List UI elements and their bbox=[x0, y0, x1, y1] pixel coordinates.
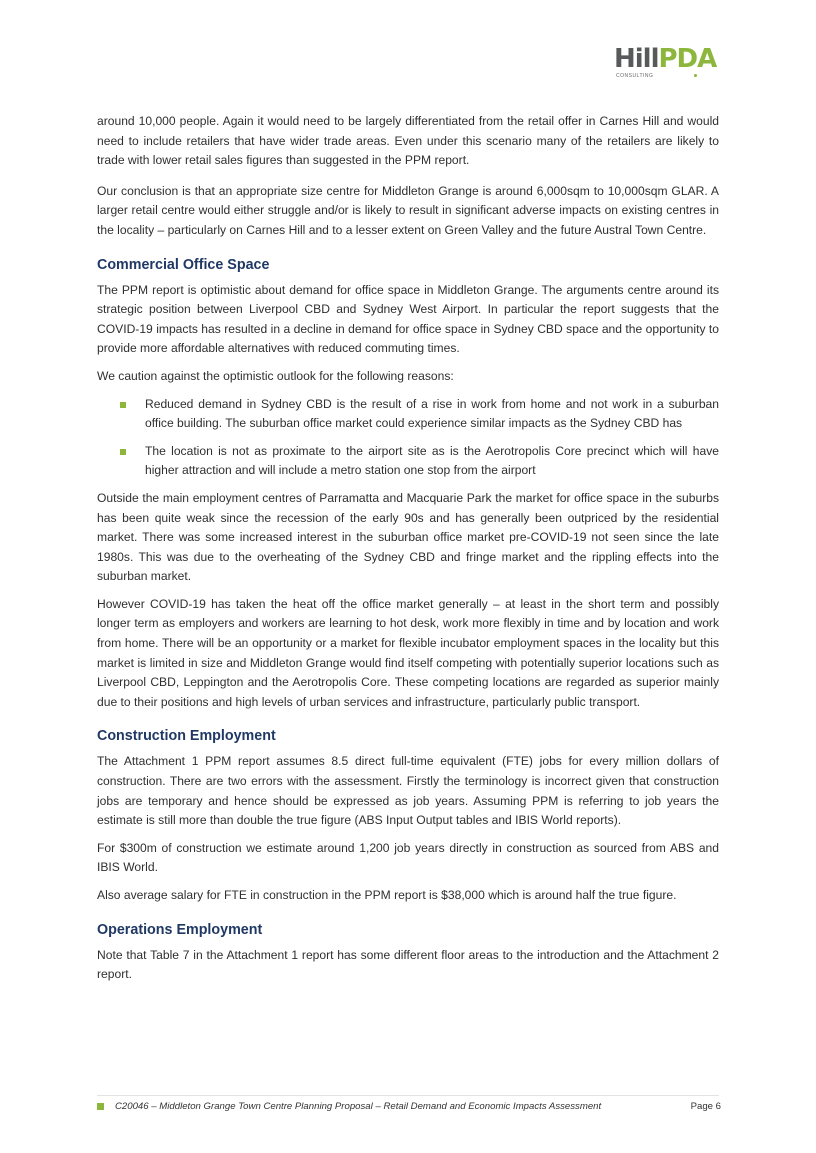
section-heading-office: Commercial Office Space bbox=[97, 256, 270, 273]
list-item-text: The location is not as proximate to the airport site as is the Aerotropolis Core precinct which will have higher attraction and will include a metro station one stop from the airport bbox=[145, 443, 719, 478]
paragraph: However COVID-19 has taken the heat off the office market generally – at least in the short term and possibly longer term as employers and workers are learning to hot desk, work more flexibly in time and by location and work from home. There will be an opportunity or a market for flexible incubator employment spaces in the locality but this market is limited in size and Middleton Grange would find itself competing with potentially superior locations such as Liverpool CBD, Leppington and the Aerotropolis Core. These competing locations are regarded as superior mainly due to their positions and high levels of urban services and infrastructure, particularly public transport. bbox=[97, 596, 719, 709]
paragraph: We caution against the optimistic outlook for the following reasons: bbox=[97, 368, 454, 383]
paragraph: around 10,000 people. Again it would need to be largely differentiated from the retail offer in Carnes Hill and would need to include retailers that have wider trade areas. Even under this scenario many of the retailers are likely to trade with lower retail sales figures than suggested in the PPM report. bbox=[97, 114, 719, 168]
footer-square-icon bbox=[97, 1103, 104, 1110]
square-bullet-icon bbox=[120, 402, 126, 408]
section-heading-construction: Construction Employment bbox=[97, 728, 276, 745]
logo-dot-icon bbox=[694, 74, 697, 77]
list-item bbox=[97, 442, 719, 481]
paragraph: The Attachment 1 PPM report assumes 8.5 direct full-time equivalent (FTE) jobs for every million dollars of construction. There are two errors with the assessment. Firstly the terminology is incorrect given that construction jobs are temporary and hence should be expressed as job years. Assuming PPM is referring to job years the estimate is still more than double the true figure (ABS Input Output tables and IBIS World reports). bbox=[97, 754, 719, 828]
square-bullet-icon bbox=[120, 449, 126, 455]
section-heading-operations: Operations Employment bbox=[97, 921, 263, 938]
paragraph: Also average salary for FTE in construction in the PPM report is $38,000 which is around half the true figure. bbox=[97, 888, 677, 902]
page-content bbox=[97, 112, 719, 993]
paragraph: Note that Table 7 in the Attachment 1 report has some different floor areas to the introduction and the Attachment 2 report. bbox=[97, 947, 719, 982]
paragraph: Outside the main employment centres of Parramatta and Macquarie Park the market for office space in the suburbs has been quite weak since the recession of the early 90s and has generally been outpriced by the residential market. There was some increased interest in the suburban office market pre-COVID-19 not seen since the late 1980s. This was due to the overheating of the Sydney CBD and fringe market and the rippling effects into the suburban market. bbox=[97, 490, 719, 584]
hillpda-logo bbox=[614, 46, 724, 82]
logo-hill-text: Hill bbox=[614, 44, 659, 74]
paragraph: Our conclusion is that an appropriate size centre for Middleton Grange is around 6,000sqm to 10,000sqm GLAR. A larger retail centre would either struggle and/or is likely to result in significant adverse impacts on existing centres in the locality – particularly on Carnes Hill and to a lesser extent on Green Valley and the future Austral Town Centre. bbox=[97, 183, 719, 237]
footer-document-title: C20046 – Middleton Grange Town Centre Planning Proposal – Retail Demand and Economic Impacts Assessment bbox=[115, 1101, 602, 1112]
list-item-text: Reduced demand in Sydney CBD is the result of a rise in work from home and not work in a suburban office building. The suburban office market could experience similar impacts as the Sydney CBD has bbox=[145, 396, 719, 431]
page-footer bbox=[97, 1101, 719, 1117]
logo-subtitle: CONSULTING bbox=[616, 73, 654, 79]
paragraph: The PPM report is optimistic about demand for office space in Middleton Grange. The arguments centre around its strategic position between Liverpool CBD and Sydney West Airport. In particular the report suggests that the COVID-19 impacts has resulted in a decline in demand for office space in Sydney CBD space and the opportunity to provide more affordable alternatives with reduced commuting times. bbox=[97, 282, 719, 356]
paragraph: For $300m of construction we estimate around 1,200 job years directly in construction as sourced from ABS and IBIS World. bbox=[97, 840, 719, 875]
page-number: Page 6 bbox=[690, 1101, 721, 1112]
logo-pda-text: PDA bbox=[658, 44, 717, 74]
list-item bbox=[97, 395, 719, 434]
bullet-list bbox=[97, 395, 719, 481]
footer-divider bbox=[97, 1095, 719, 1096]
logo-wordmark bbox=[614, 46, 716, 72]
